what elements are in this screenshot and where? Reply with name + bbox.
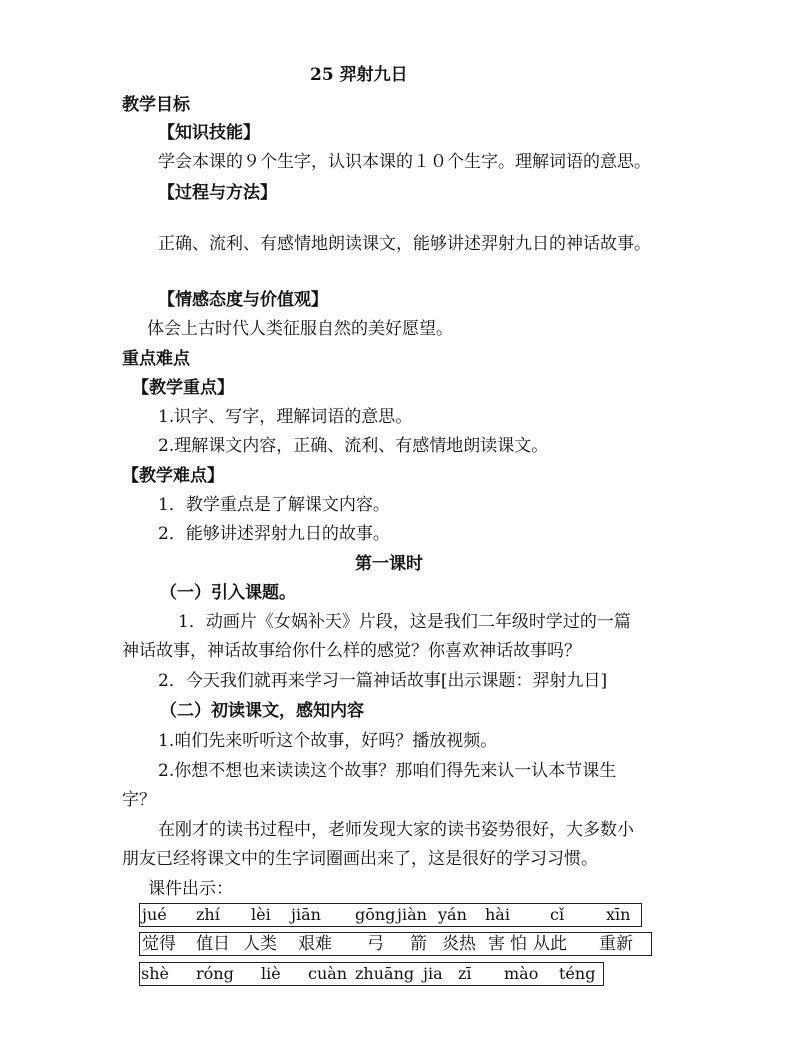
word-chongxin: 重新: [599, 934, 633, 954]
focus-item-2: 2.理解课文内容，正确、流利、有感情地朗读课文。: [158, 436, 549, 456]
s1-paragraph-1-line-2: 神话故事，神话故事给你什么样的感觉？你喜欢神话故事吗？: [122, 641, 581, 661]
pinyin-teng: téng: [559, 964, 596, 983]
difficulty-heading: 【教学难点】: [122, 466, 224, 486]
process-heading: 【过程与方法】: [158, 183, 277, 203]
s2-paragraph-3-line-1: 在刚才的读书过程中，老师发现大家的读书姿势很好，大多数小: [158, 820, 634, 840]
pinyin-jia: jia: [423, 964, 443, 983]
word-pa: 怕: [510, 934, 527, 954]
focus-item-1: 1.识字、写字，理解词语的意思。: [158, 407, 413, 427]
section1-heading: （一）引入课题。: [160, 583, 296, 603]
pinyin-zhi: zhí: [196, 905, 220, 924]
pinyin-yan: yán: [438, 905, 467, 924]
pinyin-zhuang: zhuāng: [355, 964, 415, 983]
word-yanre: 炎热: [442, 934, 476, 954]
process-text: 正确、流利、有感情地朗读课文，能够讲述羿射九日的神话故事。: [158, 234, 651, 254]
difficulty-item-2: 2．能够讲述羿射九日的故事。: [158, 524, 390, 544]
difficulty-item-1: 1．教学重点是了解课文内容。: [158, 495, 390, 515]
pinyin-jian-2: jiàn: [397, 905, 427, 924]
pinyin-ci: cǐ: [550, 905, 565, 924]
s2-paragraph-1: 1.咱们先来听听这个故事，好吗？播放视频。: [158, 731, 498, 751]
s2-paragraph-2-line-1: 2.你想不想也来读读这个故事？那咱们得先来认一认本节课生: [158, 761, 617, 781]
objectives-heading: 教学目标: [122, 95, 190, 115]
lesson1-heading: 第一课时: [355, 554, 423, 574]
s2-paragraph-3-line-2: 朋友已经将课文中的生字词圈画出来了，这是很好的学习习惯。: [122, 849, 598, 869]
pinyin-mao: mào: [504, 964, 539, 983]
word-juede: 觉得: [142, 934, 176, 954]
pinyin-box-row-2: [139, 962, 604, 986]
emotion-text: 体会上古时代人类征服自然的美好愿望。: [147, 319, 453, 339]
word-gong: 弓: [367, 934, 384, 954]
words-box: [139, 932, 652, 956]
word-renlei: 人类: [243, 934, 277, 954]
knowledge-text: 学会本课的９个生字，认识本课的１０个生字。理解词语的意思。: [158, 152, 651, 172]
pinyin-rong: róng: [196, 964, 234, 983]
pinyin-jue: jué: [142, 905, 167, 924]
courseware-label: 课件出示：: [148, 879, 233, 899]
pinyin-gong: gōng: [355, 905, 396, 924]
s1-paragraph-2: 2．今天我们就再来学习一篇神话故事[出示课题：羿射九日]: [158, 671, 608, 691]
pinyin-lei: lèi: [251, 905, 271, 924]
pinyin-cuan: cuàn: [308, 964, 348, 983]
word-jian: 箭: [410, 934, 427, 954]
pinyin-lie: liè: [261, 964, 281, 983]
word-hai: 害: [488, 934, 505, 954]
pinyin-jian: jiān: [291, 905, 321, 924]
word-jiannan: 艰难: [298, 934, 332, 954]
pinyin-xin: xīn: [606, 905, 631, 924]
page-title: 25 羿射九日: [310, 65, 408, 85]
pinyin-box-row-1: [139, 903, 642, 927]
keypoints-heading: 重点难点: [122, 349, 190, 369]
s1-paragraph-1-line-1: 1．动画片《女娲补天》片段，这是我们二年级时学过的一篇: [178, 612, 631, 632]
pinyin-she: shè: [141, 964, 169, 983]
emotion-heading: 【情感态度与价值观】: [158, 290, 328, 310]
section2-heading: （二）初读课文，感知内容: [160, 701, 364, 721]
pinyin-hai: hài: [485, 905, 510, 924]
focus-heading: 【教学重点】: [132, 378, 234, 398]
knowledge-heading: 【知识技能】: [158, 123, 260, 143]
word-zhiri: 值日: [196, 934, 230, 954]
word-congci: 从此: [533, 934, 567, 954]
s2-paragraph-2-line-2: 字？: [122, 790, 156, 810]
pinyin-zi: zī: [458, 964, 472, 983]
